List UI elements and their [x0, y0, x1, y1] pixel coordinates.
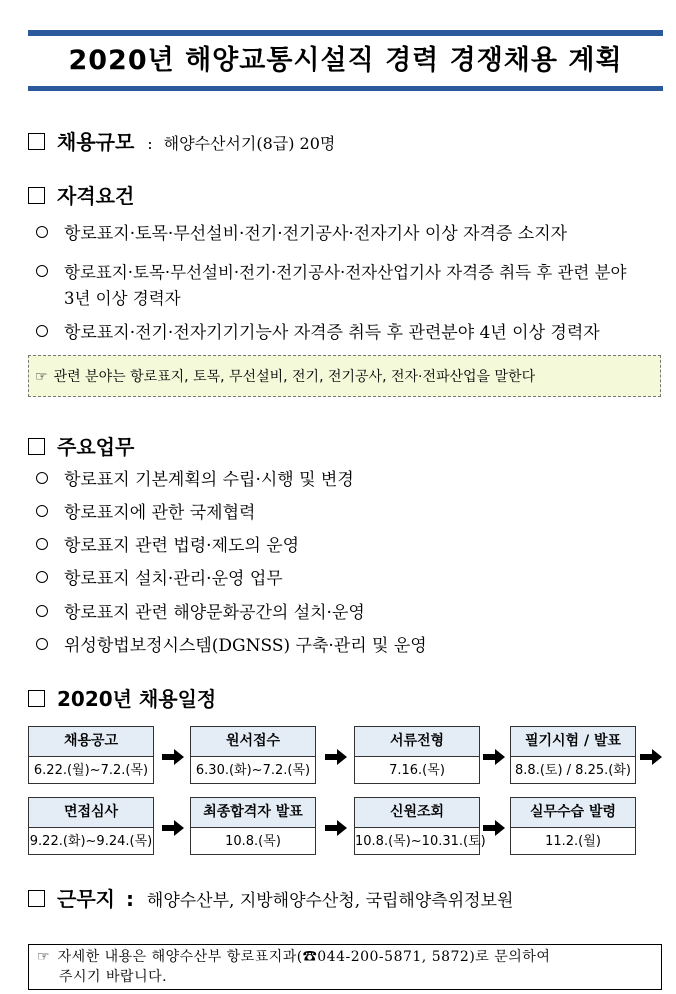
- checkbox-square-icon: [28, 133, 45, 150]
- right-arrow-icon: [162, 749, 184, 765]
- circle-bullet-icon: [36, 226, 48, 238]
- section-heading: 주요업무: [57, 435, 135, 459]
- related-field-note: ☞ 관련 분야는 항로표지, 토목, 무선설비, 전기, 전기공사, 전자·전파산업을 말한다: [28, 355, 661, 397]
- right-arrow-icon: [483, 749, 505, 765]
- circle-bullet-icon: [36, 605, 48, 617]
- section-heading: 근무지: [57, 887, 115, 911]
- section-workplace: [28, 883, 513, 912]
- circle-bullet-icon: [36, 571, 48, 583]
- schedule-step: 면접심사 9.22.(화)~9.24.(목): [28, 797, 154, 855]
- pointing-hand-icon: ☞: [35, 369, 48, 385]
- checkbox-square-icon: [28, 890, 45, 907]
- title-bar-bottom: [28, 86, 663, 91]
- circle-bullet-icon: [36, 538, 48, 550]
- qualification-item: 항로표지·전기·전자기기기능사 자격증 취득 후 관련분야 4년 이상 경력자: [36, 320, 600, 346]
- section-duties: [28, 431, 134, 460]
- duty-item: 항로표지 관련 법령·제도의 운영: [36, 533, 299, 559]
- scale-sep: :: [147, 134, 153, 153]
- schedule-step: 서류전형 7.16.(목): [354, 726, 480, 784]
- circle-bullet-icon: [36, 472, 48, 484]
- contact-box: ☞ 자세한 내용은 해양수산부 항로표지과(☎044-200-5871, 5872)로 문의하여 주시기 바랍니다.: [28, 944, 662, 990]
- schedule-step: 필기시험 / 발표 8.8.(토) / 8.25.(화): [510, 726, 636, 784]
- circle-bullet-icon: [36, 638, 48, 650]
- section-heading: 2020년 채용일정: [57, 687, 217, 711]
- scale-text: 해양수산서기(8급) 20명: [163, 134, 336, 153]
- checkbox-square-icon: [28, 187, 45, 204]
- workplace-sep: :: [125, 887, 134, 911]
- duty-item: 위성항법보정시스템(DGNSS) 구축·관리 및 운영: [36, 633, 427, 659]
- schedule-step: 채용공고 6.22.(월)~7.2.(목): [28, 726, 154, 784]
- right-arrow-icon: [325, 749, 347, 765]
- schedule-step: 원서접수 6.30.(화)~7.2.(목): [190, 726, 316, 784]
- schedule-step: 최종합격자 발표 10.8.(목): [190, 797, 316, 855]
- workplace-text: 해양수산부, 지방해양수산청, 국립해양측위정보원: [146, 891, 514, 911]
- right-arrow-icon: [162, 820, 184, 836]
- checkbox-square-icon: [28, 438, 45, 455]
- schedule-step: 신원조회 10.8.(목)~10.31.(토): [354, 797, 480, 855]
- qualification-item: 항로표지·토목·무선설비·전기·전기공사·전자산업기사 자격증 취득 후 관련 분야 3년 이상 경력자: [36, 260, 627, 312]
- right-arrow-icon: [325, 820, 347, 836]
- page-title: 2020년 해양교통시설직 경력 경쟁채용 계획: [68, 45, 623, 76]
- qualification-item: 항로표지·토목·무선설비·전기·전기공사·전자기사 이상 자격증 소지자: [36, 221, 567, 247]
- circle-bullet-icon: [36, 505, 48, 517]
- checkbox-square-icon: [28, 690, 45, 707]
- duty-item: 항로표지 관련 해양문화공간의 설치·운영: [36, 600, 365, 626]
- section-qualifications: [28, 180, 134, 209]
- right-arrow-icon: [483, 820, 505, 836]
- pointing-hand-icon: ☞: [37, 949, 50, 965]
- section-heading: 자격요건: [57, 184, 135, 208]
- duty-item: 항로표지 설치·관리·운영 업무: [36, 566, 283, 592]
- schedule-step: 실무수습 발령 11.2.(월): [510, 797, 636, 855]
- right-arrow-icon: [640, 749, 662, 765]
- circle-bullet-icon: [36, 265, 48, 277]
- duty-item: 항로표지에 관한 국제협력: [36, 500, 255, 526]
- section-schedule: [28, 683, 216, 712]
- duty-item: 항로표지 기본계획의 수립·시행 및 변경: [36, 467, 354, 493]
- circle-bullet-icon: [36, 325, 48, 337]
- section-heading: 채용규모: [57, 130, 135, 154]
- section-scale: [28, 126, 335, 155]
